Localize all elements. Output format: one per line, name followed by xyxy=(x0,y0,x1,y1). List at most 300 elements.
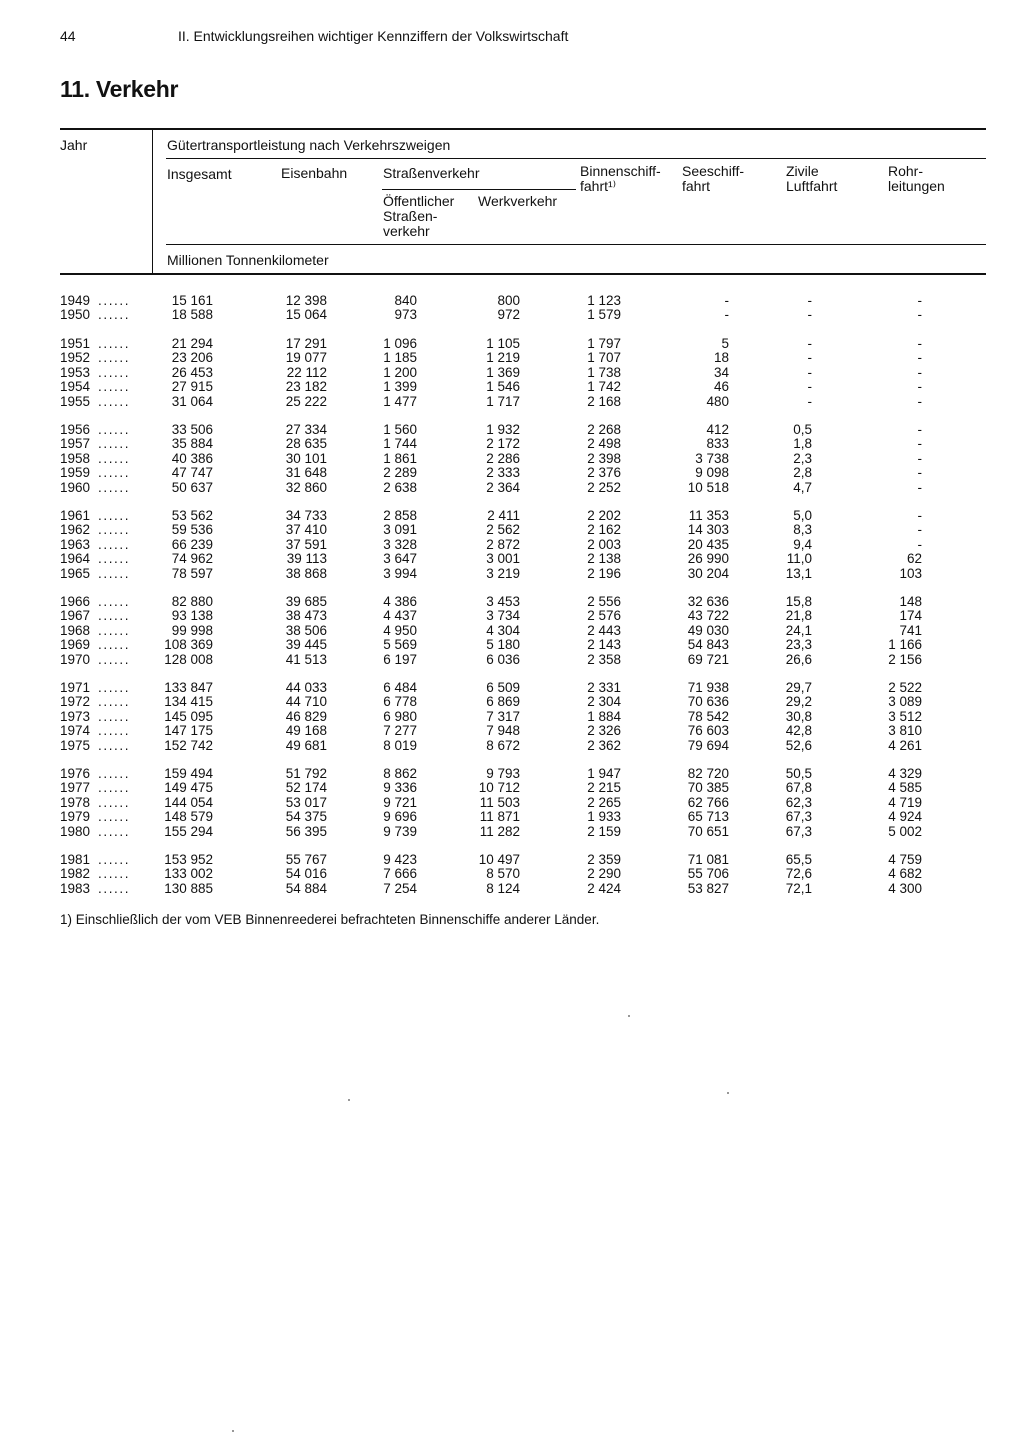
cell-seeschiffahrt: 480 xyxy=(706,393,729,409)
row-leader-dots: ...... xyxy=(98,737,131,753)
cell-werkverkehr: 3 219 xyxy=(486,565,520,581)
cell-rohrleitungen: - xyxy=(917,350,922,366)
cell-eisenbahn: 44 033 xyxy=(285,680,327,695)
cell-werkverkehr: 4 304 xyxy=(486,622,520,638)
row-leader-dots: ...... xyxy=(98,637,131,653)
scan-speck xyxy=(232,1430,234,1432)
row-leader-dots: ...... xyxy=(98,708,131,724)
cell-rohrleitungen: 62 xyxy=(906,551,922,567)
cell-eisenbahn: 12 398 xyxy=(285,293,327,308)
row-leader-dots: ...... xyxy=(98,622,131,638)
cell-insgesamt: 35 884 xyxy=(171,436,213,452)
row-leader-dots: ...... xyxy=(98,336,131,351)
cell-seeschiffahrt: 30 204 xyxy=(687,565,729,581)
cell-insgesamt: 31 064 xyxy=(171,393,213,409)
header-rohr-line-2: leitungen xyxy=(888,178,945,194)
row-year: 1950 xyxy=(60,307,91,323)
header-year: Jahr xyxy=(60,137,88,153)
cell-seeschiffahrt: 69 721 xyxy=(687,651,729,667)
cell-zivile-luftfahrt: 42,8 xyxy=(785,723,812,739)
row-leader-dots: ...... xyxy=(98,694,131,710)
cell-oeffentlicher-strassenverkehr: 973 xyxy=(394,307,417,323)
cell-zivile-luftfahrt: 52,6 xyxy=(785,737,812,753)
row-year: 1969 xyxy=(60,637,91,653)
cell-binnenschiffahrt: 2 498 xyxy=(587,436,621,452)
row-year: 1968 xyxy=(60,622,91,638)
cell-zivile-luftfahrt: 5,0 xyxy=(793,508,812,523)
cell-rohrleitungen: 174 xyxy=(899,608,922,624)
row-year: 1959 xyxy=(60,465,91,481)
cell-oeffentlicher-strassenverkehr: 9 739 xyxy=(383,823,417,839)
cell-rohrleitungen: - xyxy=(917,422,922,437)
cell-insgesamt: 74 962 xyxy=(171,551,213,567)
cell-oeffentlicher-strassenverkehr: 9 721 xyxy=(383,794,417,810)
cell-zivile-luftfahrt: 30,8 xyxy=(785,708,812,724)
cell-insgesamt: 148 579 xyxy=(164,809,213,825)
cell-seeschiffahrt: 43 722 xyxy=(687,608,729,624)
cell-rohrleitungen: 3 089 xyxy=(888,694,922,710)
cell-oeffentlicher-strassenverkehr: 1 744 xyxy=(383,436,417,452)
cell-binnenschiffahrt: 1 738 xyxy=(587,364,621,380)
cell-rohrleitungen: - xyxy=(917,336,922,351)
scan-speck xyxy=(628,1015,630,1017)
cell-insgesamt: 78 597 xyxy=(171,565,213,581)
cell-oeffentlicher-strassenverkehr: 2 289 xyxy=(383,465,417,481)
year-column-rule xyxy=(152,130,153,273)
cell-werkverkehr: 800 xyxy=(497,293,520,308)
header-zivile-line-2: Luftfahrt xyxy=(786,178,838,194)
row-year: 1976 xyxy=(60,766,91,781)
row-year: 1951 xyxy=(60,336,91,351)
cell-oeffentlicher-strassenverkehr: 1 399 xyxy=(383,379,417,395)
cell-seeschiffahrt: - xyxy=(724,293,729,308)
cell-insgesamt: 149 475 xyxy=(164,780,213,796)
cell-seeschiffahrt: 412 xyxy=(706,422,729,437)
cell-insgesamt: 147 175 xyxy=(164,723,213,739)
cell-seeschiffahrt: 70 385 xyxy=(687,780,729,796)
cell-rohrleitungen: 3 512 xyxy=(888,708,922,724)
cell-oeffentlicher-strassenverkehr: 1 560 xyxy=(383,422,417,437)
cell-eisenbahn: 39 445 xyxy=(285,637,327,653)
cell-seeschiffahrt: 71 938 xyxy=(687,680,729,695)
cell-oeffentlicher-strassenverkehr: 3 328 xyxy=(383,536,417,552)
cell-eisenbahn: 37 410 xyxy=(285,522,327,538)
cell-insgesamt: 145 095 xyxy=(164,708,213,724)
cell-rohrleitungen: 4 329 xyxy=(888,766,922,781)
cell-seeschiffahrt: 49 030 xyxy=(687,622,729,638)
cell-zivile-luftfahrt: 11,0 xyxy=(786,551,812,567)
cell-insgesamt: 53 562 xyxy=(171,508,213,523)
row-leader-dots: ...... xyxy=(98,794,131,810)
row-year: 1965 xyxy=(60,565,91,581)
cell-rohrleitungen: 5 002 xyxy=(888,823,922,839)
cell-insgesamt: 108 369 xyxy=(164,637,213,653)
cell-eisenbahn: 56 395 xyxy=(285,823,327,839)
header-insgesamt: Insgesamt xyxy=(167,166,232,182)
cell-seeschiffahrt: 833 xyxy=(706,436,729,452)
row-leader-dots: ...... xyxy=(98,651,131,667)
cell-werkverkehr: 7 317 xyxy=(486,708,520,724)
cell-eisenbahn: 51 792 xyxy=(285,766,327,781)
cell-insgesamt: 93 138 xyxy=(171,608,213,624)
cell-insgesamt: 133 847 xyxy=(164,680,213,695)
cell-rohrleitungen: - xyxy=(917,536,922,552)
cell-rohrleitungen: 2 522 xyxy=(888,680,922,695)
row-year: 1955 xyxy=(60,393,91,409)
cell-binnenschiffahrt: 2 398 xyxy=(587,450,621,466)
cell-rohrleitungen: - xyxy=(917,436,922,452)
cell-oeffentlicher-strassenverkehr: 4 950 xyxy=(383,622,417,638)
cell-werkverkehr: 2 286 xyxy=(486,450,520,466)
cell-seeschiffahrt: 26 990 xyxy=(687,551,729,567)
row-leader-dots: ...... xyxy=(98,436,131,452)
row-year: 1981 xyxy=(60,852,91,867)
cell-oeffentlicher-strassenverkehr: 6 197 xyxy=(383,651,417,667)
cell-zivile-luftfahrt: 13,1 xyxy=(785,565,812,581)
cell-eisenbahn: 52 174 xyxy=(285,780,327,796)
row-year: 1970 xyxy=(60,651,91,667)
row-year: 1949 xyxy=(60,293,91,308)
header-eisenbahn: Eisenbahn xyxy=(281,165,348,181)
cell-insgesamt: 59 536 xyxy=(171,522,213,538)
cell-eisenbahn: 55 767 xyxy=(285,852,327,867)
row-year: 1952 xyxy=(60,350,91,366)
cell-werkverkehr: 1 717 xyxy=(486,393,520,409)
cell-rohrleitungen: - xyxy=(917,508,922,523)
cell-rohrleitungen: 148 xyxy=(899,594,922,609)
cell-eisenbahn: 53 017 xyxy=(285,794,327,810)
cell-eisenbahn: 38 506 xyxy=(285,622,327,638)
cell-seeschiffahrt: 79 694 xyxy=(687,737,729,753)
cell-binnenschiffahrt: 2 443 xyxy=(587,622,621,638)
row-year: 1961 xyxy=(60,508,91,523)
cell-eisenbahn: 22 112 xyxy=(286,364,327,380)
cell-binnenschiffahrt: 1 884 xyxy=(587,708,621,724)
cell-binnenschiffahrt: 2 168 xyxy=(587,393,621,409)
cell-binnenschiffahrt: 2 359 xyxy=(587,852,621,867)
cell-binnenschiffahrt: 1 707 xyxy=(587,350,621,366)
cell-rohrleitungen: 4 585 xyxy=(888,780,922,796)
header-unit: Millionen Tonnenkilometer xyxy=(167,252,329,268)
row-year: 1960 xyxy=(60,479,91,495)
cell-zivile-luftfahrt: 67,3 xyxy=(785,823,812,839)
cell-zivile-luftfahrt: 26,6 xyxy=(785,651,812,667)
cell-rohrleitungen: 4 682 xyxy=(888,866,922,882)
cell-eisenbahn: 34 733 xyxy=(285,508,327,523)
page-number: 44 xyxy=(60,28,76,44)
cell-rohrleitungen: - xyxy=(917,479,922,495)
cell-seeschiffahrt: 70 636 xyxy=(687,694,729,710)
cell-rohrleitungen: 4 719 xyxy=(888,794,922,810)
cell-seeschiffahrt: 5 xyxy=(721,336,729,351)
cell-binnenschiffahrt: 2 290 xyxy=(587,866,621,882)
cell-werkverkehr: 1 219 xyxy=(486,350,520,366)
cell-oeffentlicher-strassenverkehr: 6 778 xyxy=(383,694,417,710)
group-rule xyxy=(166,158,986,159)
cell-seeschiffahrt: 54 843 xyxy=(687,637,729,653)
cell-rohrleitungen: 4 261 xyxy=(888,737,922,753)
row-leader-dots: ...... xyxy=(98,551,131,567)
header-oeffentlicher-line-3: verkehr xyxy=(383,223,430,239)
row-leader-dots: ...... xyxy=(98,852,131,867)
row-leader-dots: ...... xyxy=(98,565,131,581)
cell-insgesamt: 18 588 xyxy=(171,307,213,323)
cell-oeffentlicher-strassenverkehr: 2 638 xyxy=(383,479,417,495)
header-oeffentlicher-line-1: Öffentlicher xyxy=(383,193,455,209)
cell-insgesamt: 152 742 xyxy=(164,737,213,753)
cell-insgesamt: 23 206 xyxy=(171,350,213,366)
cell-binnenschiffahrt: 2 304 xyxy=(587,694,621,710)
cell-werkverkehr: 7 948 xyxy=(486,723,520,739)
row-leader-dots: ...... xyxy=(98,723,131,739)
row-year: 1958 xyxy=(60,450,91,466)
cell-oeffentlicher-strassenverkehr: 3 994 xyxy=(383,565,417,581)
row-leader-dots: ...... xyxy=(98,508,131,523)
cell-oeffentlicher-strassenverkehr: 9 423 xyxy=(383,852,417,867)
cell-seeschiffahrt: 70 651 xyxy=(687,823,729,839)
cell-insgesamt: 27 915 xyxy=(171,379,213,395)
cell-seeschiffahrt: - xyxy=(724,307,729,323)
cell-zivile-luftfahrt: - xyxy=(807,307,812,323)
row-year: 1979 xyxy=(60,809,91,825)
row-leader-dots: ...... xyxy=(98,422,131,437)
row-leader-dots: ...... xyxy=(98,307,131,323)
cell-zivile-luftfahrt: 8,3 xyxy=(793,522,812,538)
cell-eisenbahn: 49 168 xyxy=(285,723,327,739)
header-binnenschiff-line-1: Binnenschiff- xyxy=(580,163,661,179)
row-year: 1963 xyxy=(60,536,91,552)
row-leader-dots: ...... xyxy=(98,536,131,552)
cell-oeffentlicher-strassenverkehr: 1 477 xyxy=(383,393,417,409)
cell-zivile-luftfahrt: 29,2 xyxy=(785,694,812,710)
row-leader-dots: ...... xyxy=(98,608,131,624)
cell-werkverkehr: 6 036 xyxy=(486,651,520,667)
row-leader-dots: ...... xyxy=(98,293,131,308)
cell-eisenbahn: 28 635 xyxy=(285,436,327,452)
cell-rohrleitungen: 3 810 xyxy=(888,723,922,739)
unit-rule xyxy=(166,244,986,245)
header-rohr-line-1: Rohr- xyxy=(888,163,924,179)
cell-werkverkehr: 8 124 xyxy=(486,880,520,896)
cell-oeffentlicher-strassenverkehr: 4 437 xyxy=(383,608,417,624)
cell-oeffentlicher-strassenverkehr: 2 858 xyxy=(383,508,417,523)
cell-eisenbahn: 30 101 xyxy=(285,450,327,466)
cell-eisenbahn: 41 513 xyxy=(285,651,327,667)
cell-binnenschiffahrt: 1 933 xyxy=(587,809,621,825)
cell-werkverkehr: 972 xyxy=(497,307,520,323)
row-year: 1967 xyxy=(60,608,91,624)
row-leader-dots: ...... xyxy=(98,450,131,466)
cell-werkverkehr: 5 180 xyxy=(486,637,520,653)
header-seeschiff-line-2: fahrt xyxy=(682,178,711,194)
cell-seeschiffahrt: 55 706 xyxy=(687,866,729,882)
row-leader-dots: ...... xyxy=(98,594,131,609)
cell-seeschiffahrt: 46 xyxy=(713,379,729,395)
row-year: 1957 xyxy=(60,436,91,452)
row-leader-dots: ...... xyxy=(98,350,131,366)
cell-oeffentlicher-strassenverkehr: 7 666 xyxy=(383,866,417,882)
cell-insgesamt: 134 415 xyxy=(164,694,213,710)
header-strassenverkehr: Straßenverkehr xyxy=(383,165,480,181)
row-year: 1973 xyxy=(60,708,91,724)
cell-werkverkehr: 11 503 xyxy=(479,794,520,810)
cell-werkverkehr: 2 364 xyxy=(486,479,520,495)
cell-rohrleitungen: 2 156 xyxy=(888,651,922,667)
cell-oeffentlicher-strassenverkehr: 1 200 xyxy=(383,364,417,380)
row-year: 1977 xyxy=(60,780,91,796)
cell-binnenschiffahrt: 1 123 xyxy=(587,293,621,308)
cell-werkverkehr: 2 333 xyxy=(486,465,520,481)
cell-binnenschiffahrt: 1 947 xyxy=(587,766,621,781)
cell-insgesamt: 21 294 xyxy=(171,336,213,351)
row-year: 1975 xyxy=(60,737,91,753)
cell-oeffentlicher-strassenverkehr: 8 019 xyxy=(383,737,417,753)
cell-insgesamt: 33 506 xyxy=(171,422,213,437)
header-group: Gütertransportleistung nach Verkehrszweigen xyxy=(167,137,451,153)
cell-binnenschiffahrt: 2 376 xyxy=(587,465,621,481)
row-year: 1971 xyxy=(60,680,91,695)
row-year: 1953 xyxy=(60,364,91,380)
row-year: 1962 xyxy=(60,522,91,538)
cell-zivile-luftfahrt: 65,5 xyxy=(785,852,812,867)
cell-seeschiffahrt: 62 766 xyxy=(687,794,729,810)
cell-eisenbahn: 44 710 xyxy=(285,694,327,710)
cell-werkverkehr: 3 734 xyxy=(486,608,520,624)
cell-oeffentlicher-strassenverkehr: 9 336 xyxy=(383,780,417,796)
cell-zivile-luftfahrt: - xyxy=(807,293,812,308)
cell-binnenschiffahrt: 2 265 xyxy=(587,794,621,810)
row-leader-dots: ...... xyxy=(98,880,131,896)
running-title: II. Entwicklungsreihen wichtiger Kennziffern der Volkswirtschaft xyxy=(178,28,569,44)
cell-oeffentlicher-strassenverkehr: 1 096 xyxy=(383,336,417,351)
row-year: 1980 xyxy=(60,823,91,839)
scan-speck xyxy=(727,1092,729,1094)
cell-eisenbahn: 31 648 xyxy=(285,465,327,481)
cell-oeffentlicher-strassenverkehr: 1 185 xyxy=(383,350,417,366)
cell-insgesamt: 130 885 xyxy=(164,880,213,896)
cell-zivile-luftfahrt: - xyxy=(807,393,812,409)
cell-seeschiffahrt: 9 098 xyxy=(695,465,729,481)
cell-binnenschiffahrt: 2 556 xyxy=(587,594,621,609)
cell-rohrleitungen: - xyxy=(917,450,922,466)
header-werkverkehr: Werkverkehr xyxy=(478,193,558,209)
table-top-rule xyxy=(60,128,986,130)
cell-binnenschiffahrt: 2 331 xyxy=(587,680,621,695)
cell-zivile-luftfahrt: - xyxy=(807,350,812,366)
cell-seeschiffahrt: 11 353 xyxy=(688,508,729,523)
cell-seeschiffahrt: 53 827 xyxy=(687,880,729,896)
row-year: 1966 xyxy=(60,594,91,609)
row-leader-dots: ...... xyxy=(98,766,131,781)
cell-zivile-luftfahrt: 24,1 xyxy=(785,622,812,638)
row-year: 1972 xyxy=(60,694,91,710)
cell-binnenschiffahrt: 2 326 xyxy=(587,723,621,739)
cell-werkverkehr: 8 570 xyxy=(486,866,520,882)
cell-oeffentlicher-strassenverkehr: 7 277 xyxy=(383,723,417,739)
cell-werkverkehr: 3 001 xyxy=(486,551,520,567)
cell-werkverkehr: 1 369 xyxy=(486,364,520,380)
cell-eisenbahn: 38 473 xyxy=(285,608,327,624)
cell-zivile-luftfahrt: 2,8 xyxy=(793,465,812,481)
cell-oeffentlicher-strassenverkehr: 6 980 xyxy=(383,708,417,724)
cell-seeschiffahrt: 18 xyxy=(713,350,729,366)
cell-werkverkehr: 2 562 xyxy=(486,522,520,538)
cell-werkverkehr: 3 453 xyxy=(486,594,520,609)
cell-zivile-luftfahrt: 1,8 xyxy=(793,436,812,452)
cell-zivile-luftfahrt: 72,6 xyxy=(785,866,812,882)
cell-zivile-luftfahrt: 2,3 xyxy=(793,450,812,466)
cell-werkverkehr: 10 712 xyxy=(478,780,520,796)
row-leader-dots: ...... xyxy=(98,379,131,395)
header-oeffentlicher-line-2: Straßen- xyxy=(383,208,438,224)
row-leader-dots: ...... xyxy=(98,393,131,409)
cell-eisenbahn: 46 829 xyxy=(285,708,327,724)
cell-zivile-luftfahrt: 29,7 xyxy=(785,680,812,695)
cell-binnenschiffahrt: 2 268 xyxy=(587,422,621,437)
row-leader-dots: ...... xyxy=(98,866,131,882)
cell-binnenschiffahrt: 1 797 xyxy=(587,336,621,351)
cell-eisenbahn: 17 291 xyxy=(285,336,327,351)
row-leader-dots: ...... xyxy=(98,522,131,538)
cell-werkverkehr: 6 869 xyxy=(486,694,520,710)
cell-werkverkehr: 1 932 xyxy=(486,422,520,437)
header-zivile-line-1: Zivile xyxy=(786,163,819,179)
cell-eisenbahn: 54 884 xyxy=(285,880,327,896)
cell-seeschiffahrt: 71 081 xyxy=(687,852,729,867)
cell-eisenbahn: 27 334 xyxy=(285,422,327,437)
cell-seeschiffahrt: 3 738 xyxy=(695,450,729,466)
cell-zivile-luftfahrt: 23,3 xyxy=(785,637,812,653)
cell-insgesamt: 66 239 xyxy=(171,536,213,552)
cell-insgesamt: 82 880 xyxy=(171,594,213,609)
cell-eisenbahn: 15 064 xyxy=(285,307,327,323)
row-year: 1974 xyxy=(60,723,91,739)
cell-binnenschiffahrt: 2 358 xyxy=(587,651,621,667)
cell-oeffentlicher-strassenverkehr: 840 xyxy=(394,293,417,308)
cell-zivile-luftfahrt: 67,3 xyxy=(785,809,812,825)
cell-binnenschiffahrt: 2 138 xyxy=(587,551,621,567)
cell-oeffentlicher-strassenverkehr: 1 861 xyxy=(383,450,417,466)
cell-insgesamt: 153 952 xyxy=(164,852,213,867)
cell-rohrleitungen: 4 300 xyxy=(888,880,922,896)
scan-speck xyxy=(348,1099,350,1101)
cell-binnenschiffahrt: 2 252 xyxy=(587,479,621,495)
cell-insgesamt: 128 008 xyxy=(164,651,213,667)
cell-binnenschiffahrt: 2 424 xyxy=(587,880,621,896)
row-year: 1954 xyxy=(60,379,91,395)
cell-oeffentlicher-strassenverkehr: 5 569 xyxy=(383,637,417,653)
row-leader-dots: ...... xyxy=(98,780,131,796)
cell-werkverkehr: 11 871 xyxy=(479,809,520,825)
cell-eisenbahn: 32 860 xyxy=(285,479,327,495)
header-seeschiff-line-1: Seeschiff- xyxy=(682,163,744,179)
cell-oeffentlicher-strassenverkehr: 7 254 xyxy=(383,880,417,896)
cell-zivile-luftfahrt: 50,5 xyxy=(785,766,812,781)
cell-binnenschiffahrt: 2 215 xyxy=(587,780,621,796)
row-leader-dots: ...... xyxy=(98,479,131,495)
cell-eisenbahn: 38 868 xyxy=(285,565,327,581)
row-leader-dots: ...... xyxy=(98,680,131,695)
cell-oeffentlicher-strassenverkehr: 9 696 xyxy=(383,809,417,825)
header-binnenschiff-line-2: fahrt¹⁾ xyxy=(580,178,617,194)
section-title: 11. Verkehr xyxy=(60,76,179,102)
cell-insgesamt: 50 637 xyxy=(171,479,213,495)
cell-eisenbahn: 37 591 xyxy=(285,536,327,552)
cell-eisenbahn: 54 016 xyxy=(285,866,327,882)
row-year: 1956 xyxy=(60,422,91,437)
cell-oeffentlicher-strassenverkehr: 3 091 xyxy=(383,522,417,538)
cell-binnenschiffahrt: 2 003 xyxy=(587,536,621,552)
